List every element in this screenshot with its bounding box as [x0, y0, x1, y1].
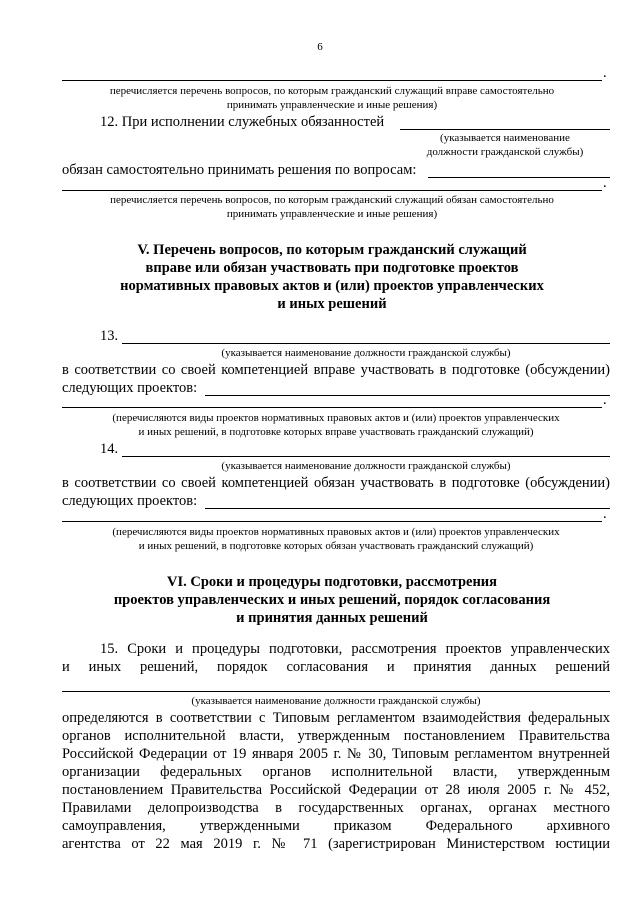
fill-line — [122, 456, 610, 457]
fill-line — [400, 129, 610, 130]
fill-line — [62, 80, 602, 81]
caption-line: принимать управленческие и иные решения) — [226, 208, 438, 220]
caption-line: перечисляется перечень вопросов, по которым гражданский служащий обязан самостоятельно — [110, 194, 554, 206]
item12-lead: 12. При исполнении служебных обязанностей — [100, 114, 385, 130]
body-line: самоуправления, утвержденными приказом Федерального архивного — [62, 818, 610, 834]
fill-line — [62, 190, 602, 191]
caption-line: (указывается наименование должности гражданской службы) — [221, 460, 511, 472]
body-line: организации федеральных органов исполнительной власти, утвержденным — [62, 764, 610, 780]
section-heading-line: VI. Сроки и процедуры подготовки, рассмотрения — [166, 574, 498, 590]
fill-line — [428, 177, 610, 178]
item13-number: 13. — [100, 328, 119, 344]
section-heading-line: и принятия данных решений — [236, 610, 428, 626]
fill-line — [205, 508, 610, 509]
caption-line: (указывается наименование — [440, 132, 570, 144]
item14-line1: в соответствии со своей компетенцией обязан участвовать в подготовке (обсуждении) — [62, 475, 610, 491]
section-heading-line: V. Перечень вопросов, по которым гражданский служащий — [137, 242, 527, 258]
body-line: агентства от 22 мая 2019 г. № 71 (зарегистрирован Министерством юстиции — [62, 836, 610, 852]
fill-line — [122, 343, 610, 344]
end-dot: . — [603, 506, 607, 522]
fill-line — [62, 407, 602, 408]
item12-line2: обязан самостоятельно принимать решения по вопросам: — [62, 162, 417, 178]
caption-line: (перечисляются виды проектов нормативных правовых актов и (или) проектов управленческих — [112, 526, 560, 538]
caption-line: принимать управленческие и иные решения) — [226, 99, 438, 111]
fill-line — [62, 691, 610, 692]
item13-line2: следующих проектов: — [62, 380, 198, 396]
item14-line2: следующих проектов: — [62, 493, 198, 509]
item15-line1: 15. Сроки и процедуры подготовки, рассмотрения проектов управленческих — [100, 641, 610, 657]
page-number: 6 — [317, 41, 323, 53]
end-dot: . — [603, 392, 607, 408]
section-heading-line: вправе или обязан участвовать при подготовке проектов — [145, 260, 519, 276]
caption-line: (перечисляются виды проектов нормативных правовых актов и (или) проектов управленческих — [112, 412, 560, 424]
body-line: определяются в соответствии с Типовым регламентом взаимодействия федеральных — [62, 710, 610, 726]
item15-line2: и иных решений, порядок согласования и принятия данных решений — [62, 659, 610, 675]
fill-line — [205, 395, 610, 396]
body-line: Правилами делопроизводства в государственных органах, органах местного — [62, 800, 610, 816]
fill-line — [62, 521, 602, 522]
item13-line1: в соответствии со своей компетенцией вправе участвовать в подготовке (обсуждении) — [62, 362, 610, 378]
body-line: постановлением Правительства Российской Федерации от 28 июля 2005 г. № 452, — [62, 782, 610, 798]
caption-line: (указывается наименование должности гражданской службы) — [191, 695, 481, 707]
body-line: органов исполнительной власти, утвержденным постановлением Правительства — [62, 728, 610, 744]
section-heading-line: нормативных правовых актов и (или) проектов управленческих — [120, 278, 544, 294]
section-heading-line: проектов управленческих и иных решений, порядок согласования — [113, 592, 551, 608]
caption-line: и иных решений, в подготовке которых обязан участвовать гражданский служащий) — [138, 540, 534, 552]
caption-line: перечисляется перечень вопросов, по которым гражданский служащий вправе самостоятельно — [109, 85, 555, 97]
caption-line: должности гражданской службы) — [426, 146, 584, 158]
caption-line: и иных решений, в подготовке которых вправе участвовать гражданский служащий) — [138, 426, 534, 438]
caption-line: (указывается наименование должности гражданской службы) — [221, 347, 511, 359]
end-dot: . — [603, 65, 607, 81]
body-line: Российской Федерации от 19 января 2005 г. № 30, Типовым регламентом внутренней — [62, 746, 610, 762]
item14-number: 14. — [100, 441, 119, 457]
end-dot: . — [603, 175, 607, 191]
section-heading-line: и иных решений — [277, 296, 387, 312]
